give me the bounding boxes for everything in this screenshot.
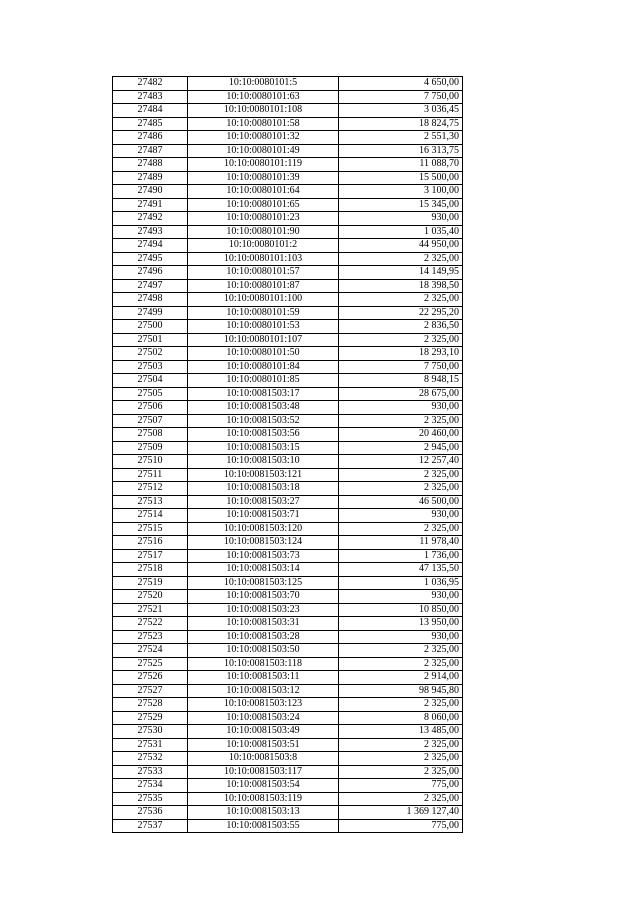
row-number-cell: 27515 <box>113 522 188 536</box>
cadastral-number-cell: 10:10:0081503:48 <box>188 401 339 415</box>
table-row <box>113 617 463 631</box>
table-row <box>113 225 463 239</box>
amount-cell: 10 850,00 <box>339 603 463 617</box>
amount-cell: 14 149,95 <box>339 266 463 280</box>
amount-cell: 22 295,20 <box>339 306 463 320</box>
table-row <box>113 495 463 509</box>
table-row <box>113 819 463 833</box>
cadastral-number-cell: 10:10:0081503:10 <box>188 455 339 469</box>
row-number-cell: 27484 <box>113 104 188 118</box>
row-number-cell: 27525 <box>113 657 188 671</box>
amount-cell: 47 135,50 <box>339 563 463 577</box>
cadastral-number-cell: 10:10:0080101:103 <box>188 252 339 266</box>
row-number-cell: 27534 <box>113 779 188 793</box>
table-row <box>113 252 463 266</box>
amount-cell: 2 325,00 <box>339 738 463 752</box>
cadastral-number-cell: 10:10:0081503:121 <box>188 468 339 482</box>
amount-cell: 2 325,00 <box>339 522 463 536</box>
row-number-cell: 27492 <box>113 212 188 226</box>
amount-cell: 1 035,40 <box>339 225 463 239</box>
amount-cell: 930,00 <box>339 630 463 644</box>
row-number-cell: 27504 <box>113 374 188 388</box>
cadastral-number-cell: 10:10:0081503:8 <box>188 752 339 766</box>
amount-cell: 930,00 <box>339 509 463 523</box>
row-number-cell: 27526 <box>113 671 188 685</box>
amount-cell: 2 836,50 <box>339 320 463 334</box>
table-row <box>113 401 463 415</box>
amount-cell: 18 293,10 <box>339 347 463 361</box>
cadastral-number-cell: 10:10:0081503:119 <box>188 792 339 806</box>
table-row <box>113 320 463 334</box>
cadastral-number-cell: 10:10:0081503:14 <box>188 563 339 577</box>
amount-cell: 13 950,00 <box>339 617 463 631</box>
cadastral-number-cell: 10:10:0081503:50 <box>188 644 339 658</box>
row-number-cell: 27537 <box>113 819 188 833</box>
cadastral-number-cell: 10:10:0081503:54 <box>188 779 339 793</box>
amount-cell: 44 950,00 <box>339 239 463 253</box>
cadastral-number-cell: 10:10:0080101:23 <box>188 212 339 226</box>
table-row <box>113 185 463 199</box>
table-row <box>113 333 463 347</box>
table-row <box>113 198 463 212</box>
cadastral-number-cell: 10:10:0081503:70 <box>188 590 339 604</box>
cadastral-number-cell: 10:10:0080101:85 <box>188 374 339 388</box>
cadastral-value-table <box>112 76 463 833</box>
cadastral-number-cell: 10:10:0080101:53 <box>188 320 339 334</box>
amount-cell: 3 036,45 <box>339 104 463 118</box>
row-number-cell: 27503 <box>113 360 188 374</box>
amount-cell: 8 948,15 <box>339 374 463 388</box>
cadastral-number-cell: 10:10:0080101:100 <box>188 293 339 307</box>
cadastral-number-cell: 10:10:0080101:90 <box>188 225 339 239</box>
amount-cell: 1 369 127,40 <box>339 806 463 820</box>
row-number-cell: 27529 <box>113 711 188 725</box>
cadastral-number-cell: 10:10:0081503:56 <box>188 428 339 442</box>
amount-cell: 775,00 <box>339 779 463 793</box>
amount-cell: 2 325,00 <box>339 752 463 766</box>
amount-cell: 2 325,00 <box>339 468 463 482</box>
cadastral-number-cell: 10:10:0080101:63 <box>188 90 339 104</box>
row-number-cell: 27520 <box>113 590 188 604</box>
cadastral-number-cell: 10:10:0081503:51 <box>188 738 339 752</box>
amount-cell: 930,00 <box>339 590 463 604</box>
row-number-cell: 27497 <box>113 279 188 293</box>
row-number-cell: 27527 <box>113 684 188 698</box>
cadastral-number-cell: 10:10:0081503:123 <box>188 698 339 712</box>
row-number-cell: 27508 <box>113 428 188 442</box>
cadastral-number-cell: 10:10:0081503:11 <box>188 671 339 685</box>
table-row <box>113 441 463 455</box>
table-row <box>113 212 463 226</box>
amount-cell: 18 824,75 <box>339 117 463 131</box>
amount-cell: 13 485,00 <box>339 725 463 739</box>
cadastral-number-cell: 10:10:0081503:52 <box>188 414 339 428</box>
table-row <box>113 536 463 550</box>
row-number-cell: 27499 <box>113 306 188 320</box>
row-number-cell: 27532 <box>113 752 188 766</box>
amount-cell: 4 650,00 <box>339 77 463 91</box>
table-row <box>113 117 463 131</box>
row-number-cell: 27528 <box>113 698 188 712</box>
cadastral-number-cell: 10:10:0081503:28 <box>188 630 339 644</box>
table-row <box>113 549 463 563</box>
table-row <box>113 144 463 158</box>
cadastral-number-cell: 10:10:0080101:119 <box>188 158 339 172</box>
table-row <box>113 738 463 752</box>
table-row <box>113 509 463 523</box>
row-number-cell: 27511 <box>113 468 188 482</box>
cadastral-number-cell: 10:10:0081503:117 <box>188 765 339 779</box>
table-row <box>113 455 463 469</box>
row-number-cell: 27490 <box>113 185 188 199</box>
table-row <box>113 765 463 779</box>
amount-cell: 28 675,00 <box>339 387 463 401</box>
cadastral-number-cell: 10:10:0080101:59 <box>188 306 339 320</box>
row-number-cell: 27498 <box>113 293 188 307</box>
row-number-cell: 27505 <box>113 387 188 401</box>
row-number-cell: 27493 <box>113 225 188 239</box>
table-row <box>113 347 463 361</box>
row-number-cell: 27516 <box>113 536 188 550</box>
table-body <box>113 77 463 833</box>
row-number-cell: 27535 <box>113 792 188 806</box>
amount-cell: 2 945,00 <box>339 441 463 455</box>
table-row <box>113 563 463 577</box>
amount-cell: 930,00 <box>339 212 463 226</box>
cadastral-number-cell: 10:10:0081503:118 <box>188 657 339 671</box>
table-row <box>113 603 463 617</box>
cadastral-number-cell: 10:10:0081503:55 <box>188 819 339 833</box>
amount-cell: 3 100,00 <box>339 185 463 199</box>
cadastral-number-cell: 10:10:0081503:24 <box>188 711 339 725</box>
row-number-cell: 27483 <box>113 90 188 104</box>
cadastral-number-cell: 10:10:0080101:49 <box>188 144 339 158</box>
cadastral-number-cell: 10:10:0080101:87 <box>188 279 339 293</box>
row-number-cell: 27500 <box>113 320 188 334</box>
row-number-cell: 27491 <box>113 198 188 212</box>
row-number-cell: 27513 <box>113 495 188 509</box>
table-row <box>113 414 463 428</box>
amount-cell: 2 325,00 <box>339 252 463 266</box>
cadastral-number-cell: 10:10:0081503:71 <box>188 509 339 523</box>
row-number-cell: 27519 <box>113 576 188 590</box>
amount-cell: 16 313,75 <box>339 144 463 158</box>
row-number-cell: 27509 <box>113 441 188 455</box>
table-row <box>113 752 463 766</box>
table-row <box>113 158 463 172</box>
cadastral-number-cell: 10:10:0081503:125 <box>188 576 339 590</box>
row-number-cell: 27482 <box>113 77 188 91</box>
table-row <box>113 77 463 91</box>
cadastral-number-cell: 10:10:0080101:64 <box>188 185 339 199</box>
table-row <box>113 279 463 293</box>
row-number-cell: 27536 <box>113 806 188 820</box>
cadastral-number-cell: 10:10:0081503:49 <box>188 725 339 739</box>
amount-cell: 7 750,00 <box>339 360 463 374</box>
row-number-cell: 27518 <box>113 563 188 577</box>
cadastral-number-cell: 10:10:0080101:5 <box>188 77 339 91</box>
row-number-cell: 27523 <box>113 630 188 644</box>
table-row <box>113 90 463 104</box>
row-number-cell: 27524 <box>113 644 188 658</box>
row-number-cell: 27531 <box>113 738 188 752</box>
row-number-cell: 27487 <box>113 144 188 158</box>
cadastral-number-cell: 10:10:0080101:50 <box>188 347 339 361</box>
amount-cell: 46 500,00 <box>339 495 463 509</box>
table-row <box>113 239 463 253</box>
row-number-cell: 27486 <box>113 131 188 145</box>
cadastral-number-cell: 10:10:0080101:39 <box>188 171 339 185</box>
row-number-cell: 27517 <box>113 549 188 563</box>
table-row <box>113 482 463 496</box>
amount-cell: 2 325,00 <box>339 482 463 496</box>
amount-cell: 2 914,00 <box>339 671 463 685</box>
amount-cell: 20 460,00 <box>339 428 463 442</box>
cadastral-number-cell: 10:10:0080101:32 <box>188 131 339 145</box>
table-row <box>113 725 463 739</box>
table-row <box>113 104 463 118</box>
cadastral-number-cell: 10:10:0080101:107 <box>188 333 339 347</box>
cadastral-number-cell: 10:10:0080101:84 <box>188 360 339 374</box>
row-number-cell: 27522 <box>113 617 188 631</box>
table-row <box>113 698 463 712</box>
row-number-cell: 27512 <box>113 482 188 496</box>
cadastral-number-cell: 10:10:0080101:2 <box>188 239 339 253</box>
amount-cell: 2 325,00 <box>339 765 463 779</box>
table-row <box>113 792 463 806</box>
amount-cell: 1 036,95 <box>339 576 463 590</box>
table-row <box>113 360 463 374</box>
amount-cell: 98 945,80 <box>339 684 463 698</box>
cadastral-number-cell: 10:10:0081503:124 <box>188 536 339 550</box>
table-row <box>113 657 463 671</box>
table-row <box>113 576 463 590</box>
table-row <box>113 522 463 536</box>
table-row <box>113 468 463 482</box>
cadastral-number-cell: 10:10:0081503:73 <box>188 549 339 563</box>
row-number-cell: 27507 <box>113 414 188 428</box>
amount-cell: 11 088,70 <box>339 158 463 172</box>
table-row <box>113 293 463 307</box>
row-number-cell: 27502 <box>113 347 188 361</box>
amount-cell: 775,00 <box>339 819 463 833</box>
table-row <box>113 644 463 658</box>
row-number-cell: 27530 <box>113 725 188 739</box>
amount-cell: 7 750,00 <box>339 90 463 104</box>
cadastral-number-cell: 10:10:0081503:120 <box>188 522 339 536</box>
table-row <box>113 590 463 604</box>
table-row <box>113 806 463 820</box>
row-number-cell: 27489 <box>113 171 188 185</box>
table-row <box>113 630 463 644</box>
cadastral-number-cell: 10:10:0081503:15 <box>188 441 339 455</box>
table-row <box>113 266 463 280</box>
amount-cell: 2 551,30 <box>339 131 463 145</box>
table-row <box>113 684 463 698</box>
cadastral-number-cell: 10:10:0081503:18 <box>188 482 339 496</box>
row-number-cell: 27501 <box>113 333 188 347</box>
amount-cell: 2 325,00 <box>339 792 463 806</box>
table-row <box>113 711 463 725</box>
cadastral-number-cell: 10:10:0081503:27 <box>188 495 339 509</box>
amount-cell: 1 736,00 <box>339 549 463 563</box>
row-number-cell: 27514 <box>113 509 188 523</box>
table-row <box>113 374 463 388</box>
amount-cell: 2 325,00 <box>339 293 463 307</box>
amount-cell: 8 060,00 <box>339 711 463 725</box>
table-row <box>113 131 463 145</box>
amount-cell: 15 500,00 <box>339 171 463 185</box>
cadastral-number-cell: 10:10:0080101:57 <box>188 266 339 280</box>
amount-cell: 2 325,00 <box>339 644 463 658</box>
table-row <box>113 387 463 401</box>
row-number-cell: 27506 <box>113 401 188 415</box>
table-row <box>113 671 463 685</box>
row-number-cell: 27488 <box>113 158 188 172</box>
amount-cell: 12 257,40 <box>339 455 463 469</box>
amount-cell: 2 325,00 <box>339 698 463 712</box>
cadastral-number-cell: 10:10:0081503:13 <box>188 806 339 820</box>
amount-cell: 15 345,00 <box>339 198 463 212</box>
amount-cell: 18 398,50 <box>339 279 463 293</box>
amount-cell: 11 978,40 <box>339 536 463 550</box>
cadastral-number-cell: 10:10:0081503:12 <box>188 684 339 698</box>
row-number-cell: 27533 <box>113 765 188 779</box>
row-number-cell: 27510 <box>113 455 188 469</box>
cadastral-number-cell: 10:10:0080101:108 <box>188 104 339 118</box>
table-row <box>113 428 463 442</box>
cadastral-number-cell: 10:10:0081503:31 <box>188 617 339 631</box>
amount-cell: 2 325,00 <box>339 414 463 428</box>
cadastral-number-cell: 10:10:0080101:58 <box>188 117 339 131</box>
row-number-cell: 27495 <box>113 252 188 266</box>
table-row <box>113 171 463 185</box>
table-row <box>113 306 463 320</box>
row-number-cell: 27496 <box>113 266 188 280</box>
row-number-cell: 27521 <box>113 603 188 617</box>
amount-cell: 930,00 <box>339 401 463 415</box>
cadastral-number-cell: 10:10:0081503:17 <box>188 387 339 401</box>
cadastral-number-cell: 10:10:0081503:23 <box>188 603 339 617</box>
row-number-cell: 27494 <box>113 239 188 253</box>
cadastral-number-cell: 10:10:0080101:65 <box>188 198 339 212</box>
amount-cell: 2 325,00 <box>339 333 463 347</box>
table-row <box>113 779 463 793</box>
row-number-cell: 27485 <box>113 117 188 131</box>
amount-cell: 2 325,00 <box>339 657 463 671</box>
